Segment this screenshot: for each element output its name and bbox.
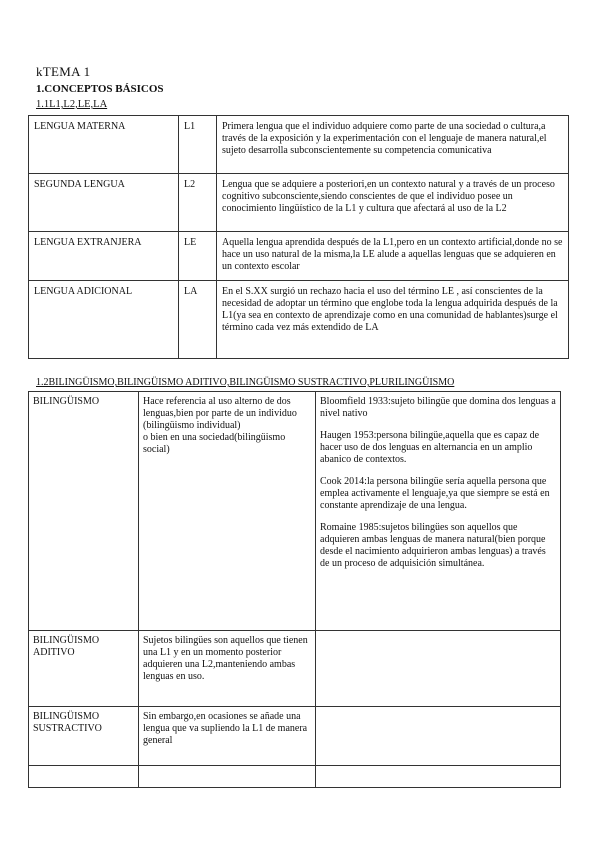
quote-bloomfield: Bloomfield 1933:sujeto bilingüe que domina dos lenguas a nivel nativo xyxy=(320,396,556,419)
definition-cell: Primera lengua que el individuo adquiere como parte de una sociedad o cultura,a través de la exposición y la experimentación con el lenguaje de manera natural,el sujeto desarrolla subconscientemente su competencia comunicativa xyxy=(217,116,569,174)
description-cell: Sin embargo,en ocasiones se añade una lengua que va supliendo la L1 de manera general xyxy=(139,707,316,766)
empty-cell xyxy=(316,707,561,766)
term-cell: LENGUA EXTRANJERA xyxy=(29,232,179,281)
term-cell: LENGUA MATERNA xyxy=(29,116,179,174)
concepts-table xyxy=(28,115,569,359)
quote-cook: Cook 2014:la persona bilingüe sería aquella persona que emplea activamente el lenguaje,ya que siempre se está en constante aprendizaje de una lengua. xyxy=(320,476,550,511)
table-row xyxy=(29,766,561,788)
empty-cell xyxy=(316,631,561,707)
bilingualism-table xyxy=(28,391,561,788)
definition-cell: Lengua que se adquiere a posteriori,en un contexto natural y a través de un proceso cognitivo subconsciente,siendo conscientes de que el individuo posee un conocimiento lingüístico de la L1 y cultura que afectará al uso de la L2 xyxy=(217,174,569,232)
empty-cell xyxy=(139,766,316,788)
table-row xyxy=(29,392,561,631)
abbr-cell: L2 xyxy=(179,174,217,232)
subsection-heading-1-2: 1.2BILINGÜISMO,BILINGÜISMO ADITIVO,BILINGÜISMO SUSTRACTIVO,PLURILINGÜISMO xyxy=(36,377,455,388)
empty-cell xyxy=(29,766,139,788)
table-row xyxy=(29,281,569,359)
table-row xyxy=(29,116,569,174)
term-cell: BILINGÜISMO ADITIVO xyxy=(29,631,139,707)
abbr-cell: L1 xyxy=(179,116,217,174)
abbr-cell: LA xyxy=(179,281,217,359)
quote-romaine: Romaine 1985:sujetos bilingües son aquellos que adquieren ambas lenguas de manera natural(bien porque desde el nacimiento adquirieron ambas lenguas) a través de un proceso de adquisición simultánea. xyxy=(320,522,546,569)
term-cell: LENGUA ADICIONAL xyxy=(29,281,179,359)
definition-cell: En el S.XX surgió un rechazo hacia el uso del término LE , así conscientes de la necesidad de adoptar un término que englobe toda la lengua adquirida después de la L1(ya sea en contexto de aprendizaje como en una comunidad de hablantes)surge el término cada vez más extendido de LA xyxy=(217,281,569,359)
description-cell: Sujetos bilingües son aquellos que tienen una L1 y en un momento posterior adquieren una L2,manteniendo ambas lenguas en uso. xyxy=(139,631,316,707)
table-row xyxy=(29,707,561,766)
subsection-heading-1-1: 1.1L1,L2,LE,LA xyxy=(36,99,108,110)
definition-cell: Aquella lengua aprendida después de la L1,pero en un contexto artificial,donde no se hace un uso natural de la misma,la LE alude a aquellas lenguas que se adquieren en un contexto escolar xyxy=(217,232,569,281)
term-cell: SEGUNDA LENGUA xyxy=(29,174,179,232)
table-row xyxy=(29,174,569,232)
quote-haugen: Haugen 1953:persona bilingüe,aquella que es capaz de hacer uso de dos lenguas en alternancia en un amplio abanico de contextos. xyxy=(320,430,540,465)
document-title: kTEMA 1 xyxy=(36,64,91,79)
section-heading-1: 1.CONCEPTOS BÁSICOS xyxy=(36,83,164,95)
abbr-cell: LE xyxy=(179,232,217,281)
table-row xyxy=(29,232,569,281)
term-cell: BILINGÜISMO SUSTRACTIVO xyxy=(29,707,139,766)
empty-cell xyxy=(316,766,561,788)
table-row xyxy=(29,631,561,707)
quotes-cell xyxy=(316,392,561,631)
term-cell: BILINGÜISMO xyxy=(29,392,139,631)
description-cell: Hace referencia al uso alterno de dos lenguas,bien por parte de un individuo (bilingüismo individual) o bien en una sociedad(bilingüismo social) xyxy=(139,392,316,631)
